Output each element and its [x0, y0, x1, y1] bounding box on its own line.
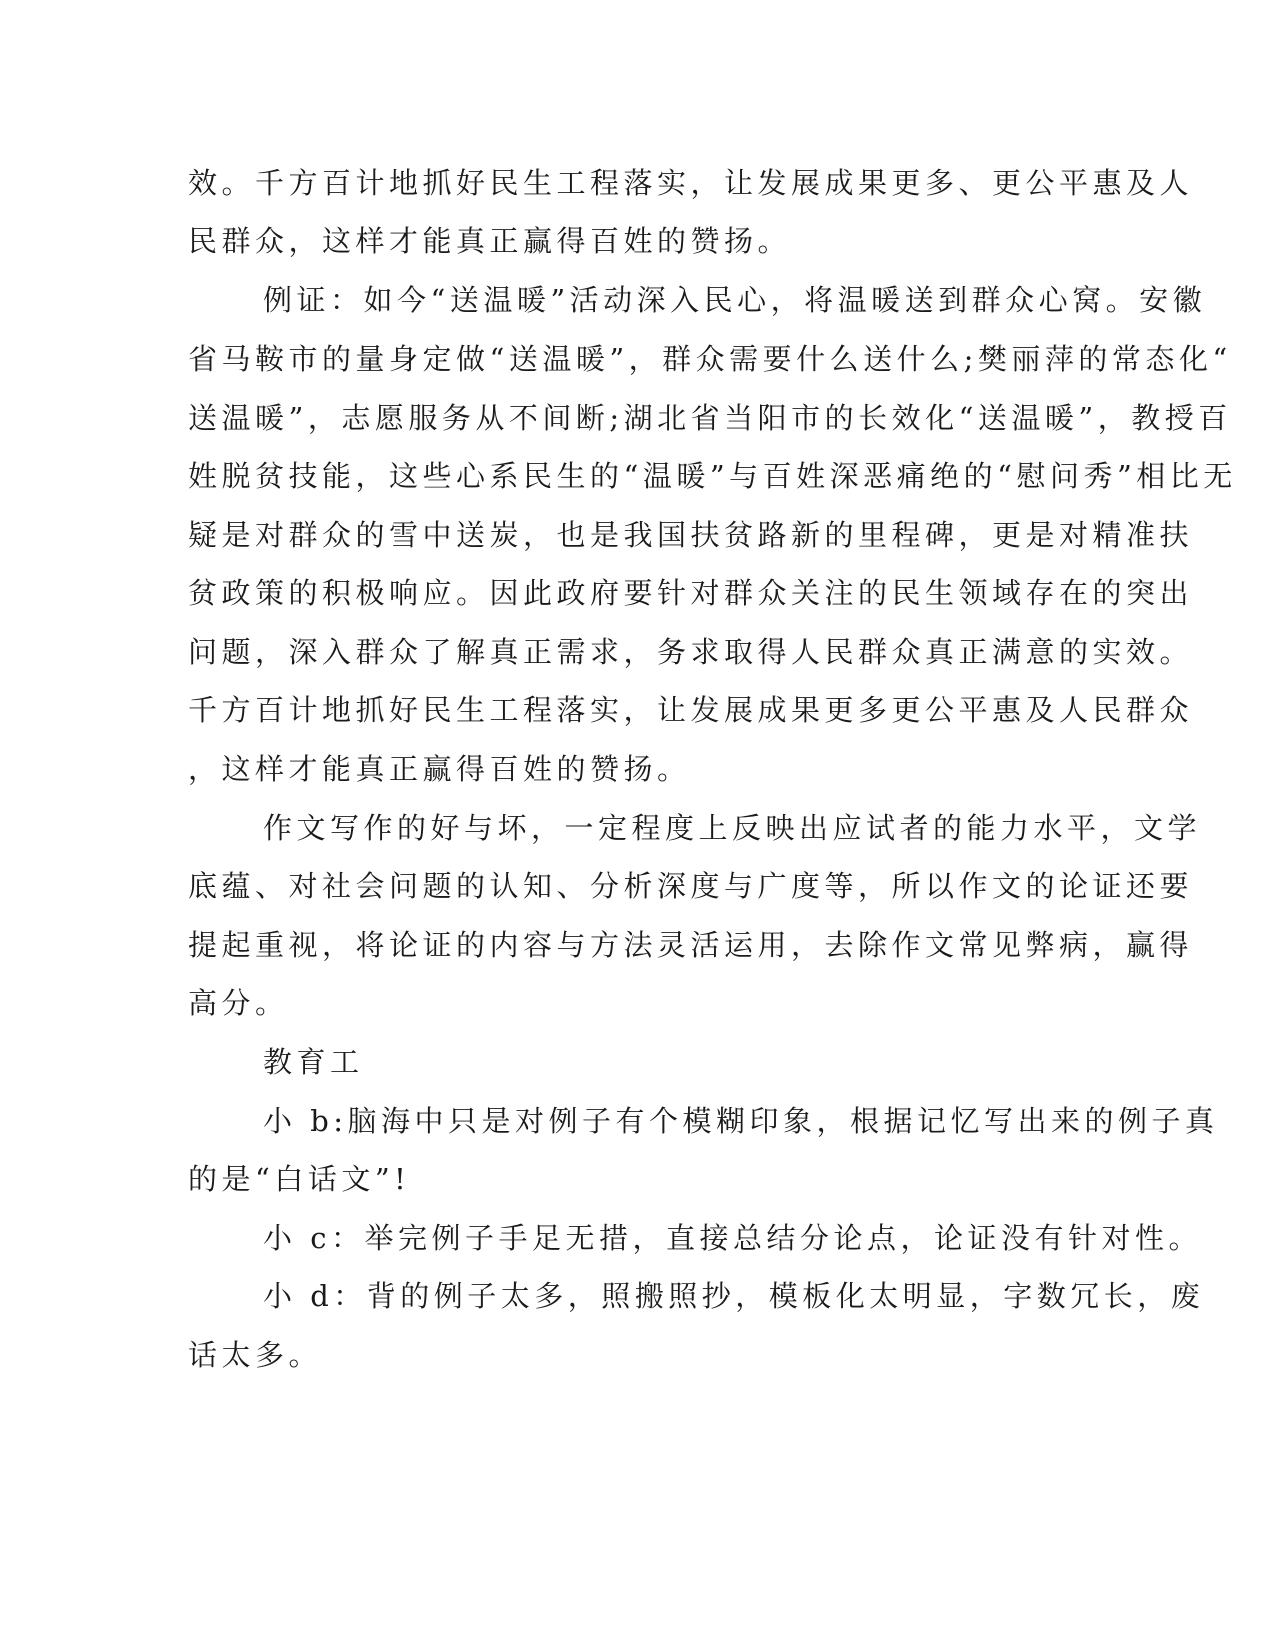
text-line: 的是“白话文”!	[188, 1162, 411, 1196]
section-heading: 教育工	[263, 1045, 364, 1079]
text-line: 小 b:脑海中只是对例子有个模糊印象，根据记忆写出来的例子真	[263, 1104, 1219, 1138]
text-line: 省马鞍市的量身定做“送温暖”，群众需要什么送什么;樊丽萍的常态化“	[188, 342, 1232, 376]
text-line: 高分。	[188, 986, 289, 1020]
text-line: 效。千方百计地抓好民生工程落实，让发展成果更多、更公平惠及人	[188, 166, 1194, 200]
text-line: 底蕴、对社会问题的认知、分析深度与广度等，所以作文的论证还要	[188, 869, 1194, 903]
text-line: 提起重视，将论证的内容与方法灵活运用，去除作文常见弊病，赢得	[188, 928, 1194, 962]
text-line: 小 c：举完例子手足无措，直接总结分论点，论证没有针对性。	[263, 1221, 1202, 1255]
text-line: 问题，深入群众了解真正需求，务求取得人民群众真正满意的实效。	[188, 635, 1194, 669]
text-line: 作文写作的好与坏，一定程度上反映出应试者的能力水平，文学	[263, 811, 1202, 845]
text-line: 疑是对群众的雪中送炭，也是我国扶贫路新的里程碑，更是对精准扶	[188, 518, 1194, 552]
text-line: 小 d：背的例子太多，照搬照抄，模板化太明显，字数冗长，废	[263, 1279, 1205, 1313]
text-line: 例证：如今“送温暖”活动深入民心，将温暖送到群众心窝。安徽	[263, 283, 1207, 317]
text-line: 贫政策的积极响应。因此政府要针对群众关注的民生领域存在的突出	[188, 576, 1194, 610]
text-line: 民群众，这样才能真正赢得百姓的赞扬。	[188, 224, 792, 258]
text-line: 姓脱贫技能，这些心系民生的“温暖”与百姓深恶痛绝的“慰问秀”相比无	[188, 459, 1237, 493]
text-line: 千方百计地抓好民生工程落实，让发展成果更多更公平惠及人民群众	[188, 693, 1194, 727]
text-line: 送温暖”，志愿服务从不间断;湖北省当阳市的长效化“送温暖”，教授百	[188, 401, 1232, 435]
text-line: ，这样才能真正赢得百姓的赞扬。	[188, 752, 691, 786]
text-line: 话太多。	[188, 1338, 323, 1372]
